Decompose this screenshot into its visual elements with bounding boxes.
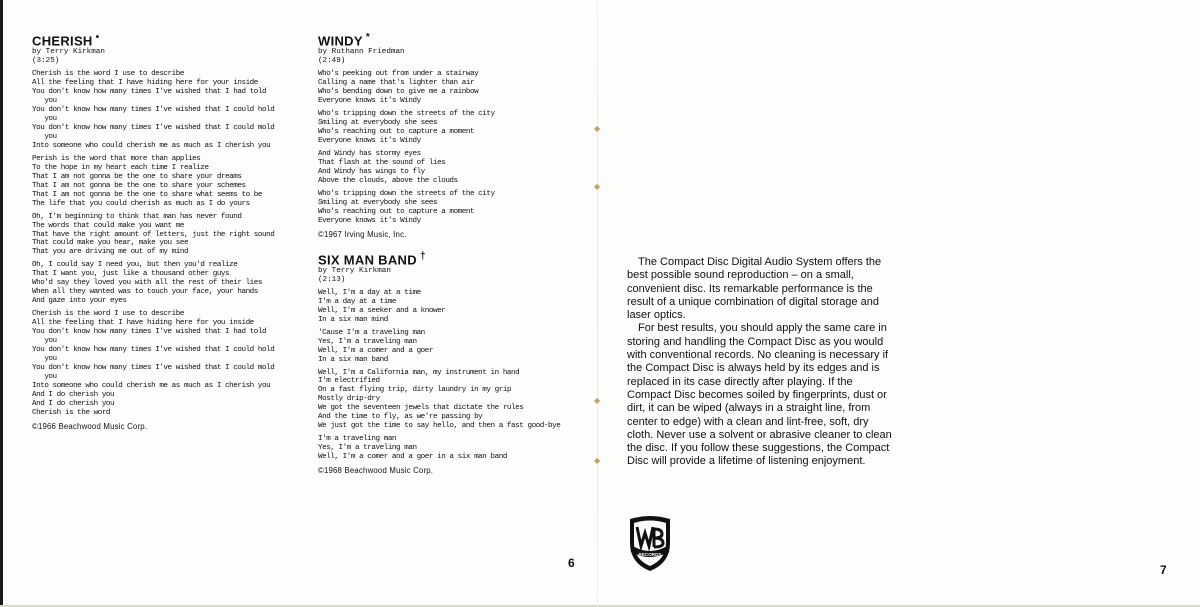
- title-text: CHERISH: [32, 33, 93, 49]
- song-duration: (3:25): [32, 57, 60, 66]
- lyric-stanza: I'm a traveling man Yes, I'm a traveling man Well, I'm a comer and a goer in a six man band: [318, 435, 507, 462]
- copyright-notice: ©1968 Beachwood Music Corp.: [318, 466, 434, 476]
- title-mark: •: [95, 32, 100, 43]
- title-text: SIX MAN BAND: [318, 251, 417, 267]
- lyrics-column-2: [318, 30, 588, 475]
- lyric-stanza: And Windy has stormy eyes That flash at the sound of lies And Windy has wings to fly Above the clouds, above the clouds: [318, 149, 458, 185]
- lyric-stanza: Oh, I'm beginning to think that man has never found The words that could make you want me That have the right amount of letters, just the right sound That could make you hear, make you see That you are driving me out of my mind: [32, 212, 275, 257]
- lyric-stanza: Cherish is the word I use to describe All the feeling that I have hiding here for your inside You don't know how many times I've wished that I had told you You don't know how many times I've wished that I could hold you You don't know how many times I've wished that I could mold you Into someone who could cherish me as much as I cherish you: [32, 70, 275, 150]
- lyric-stanza: Cherish is the word I use to describe All the feeling that I have hiding here for you inside You don't know how many times I've wished that I had told you You don't know how many times I've wished that I could hold you You don't know how many times I've wished that I could mold you Into someone who could cherish me as much as I cherish you And I do cherish you And I do cherish you Cherish is the word: [32, 310, 275, 417]
- song-windy: [318, 30, 588, 239]
- title-mark: *: [365, 32, 371, 43]
- lyrics-column-1: [32, 30, 310, 431]
- copyright-notice: ©1967 Irving Music, Inc.: [318, 229, 407, 239]
- lyric-stanza: Who's peeking out from under a stairway Calling a name that's lighter than air Who's bending down to give me a rainbow Everyone knows it's Windy: [318, 70, 479, 106]
- wb-records-logo: [624, 513, 676, 573]
- lyric-stanza: 'Cause I'm a traveling man Yes, I'm a traveling man Well, I'm a comer and a goer In a six man band: [318, 328, 433, 364]
- song-six-man-band: [318, 249, 588, 475]
- song-title-cherish: [32, 30, 310, 48]
- song-author: by Ruthann Friedman: [318, 48, 405, 57]
- booklet-edge: [0, 0, 3, 607]
- print-speck: ◆: [594, 182, 601, 191]
- copyright-notice: ©1966 Beachwood Music Corp.: [32, 421, 148, 431]
- title-mark: †: [419, 250, 426, 262]
- song-duration: (2:49): [318, 57, 346, 66]
- lyric-stanza: Who's tripping down the streets of the city Smiling at everybody she sees Who's reaching out to capture a moment Everyone knows it's Windy: [318, 189, 495, 225]
- cd-note-paragraph-1: The Compact Disc Digital Audio System offers the best possible sound reproduction – on a small, convenient disc. Its remarkable performance is the result of a unique combination of digital storage and laser optics.: [627, 256, 882, 322]
- song-title-six-man-band: [318, 249, 588, 267]
- song-duration: (2:13): [318, 275, 346, 284]
- cd-note-paragraph-2: For best results, you should apply the same care in storing and handling the Compact Disc as you would with conventional records. No cleaning is necessary if the Compact Disc is always held by its edges and is replaced in its case directly after playing. If the Compact Disc becomes soiled by fingerprints, dust or dirt, it can be wiped (always in a straight line, from center to edge) with a clean and lint-free, soft, dry cloth. Never use a solvent or abrasive cleaner to clean the disc. If you follow these suggestions, the Compact Disc will provide a lifetime of listening enjoyment.: [627, 322, 892, 468]
- compact-disc-care-note: [627, 256, 895, 469]
- page-number-left: 6: [568, 556, 575, 570]
- lyric-stanza: Perish is the word that more than applies To the hope in my heart each time I realize That I am not gonna be the one to share your dreams That I am not gonna be the one to share your schemes That I am not gonna be the one to share what seems to be The life that you could cherish as much as I do yours: [32, 154, 262, 208]
- print-speck: ◆: [594, 456, 601, 465]
- page-number-right: 7: [1160, 563, 1167, 577]
- song-author: by Terry Kirkman: [318, 266, 391, 275]
- song-author: by Terry Kirkman: [32, 48, 105, 57]
- lyric-stanza: Well, I'm a California man, my instrument in hand I'm electrified On a fast flying trip, dirty laundry in my grip Mostly drip-dry We got the seventeen jewels that dictate the rules And the time to fly, as we're passing by We just got the time to say hello, and then a fast good-bye: [318, 368, 561, 431]
- lyric-stanza: Who's tripping down the streets of the city Smiling at everybody she sees Who's reaching out to capture a moment Everyone knows it's Windy: [318, 110, 495, 145]
- logo-label: RECORDS: [638, 552, 662, 557]
- print-speck: ◆: [594, 124, 601, 133]
- page-fold: [597, 0, 598, 607]
- lyric-stanza: Well, I'm a day at a time I'm a day at a time Well, I'm a seeker and a knower In a six man mind: [318, 288, 446, 324]
- print-speck: ◆: [594, 396, 601, 405]
- lyric-stanza: Oh, I could say I need you, but then you'd realize That I want you, just like a thousand other guys Who'd say they loved you with all the rest of their lies When all they wanted was to touch your face, your hands And gaze into your eyes: [32, 261, 262, 306]
- song-title-windy: [318, 30, 588, 48]
- title-text: WINDY: [318, 33, 363, 49]
